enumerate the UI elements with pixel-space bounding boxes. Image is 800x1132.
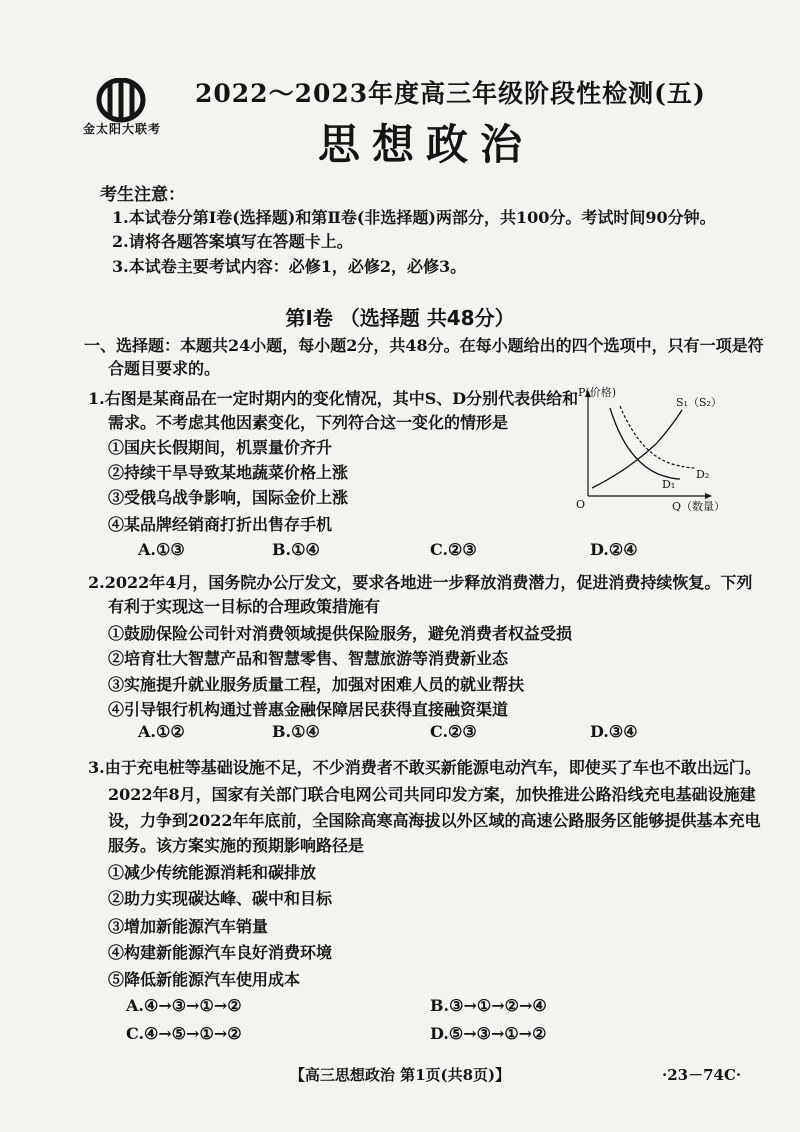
q2-option-b: B.①④: [272, 722, 320, 741]
q3-option-c: C.④→⑤→①→②: [126, 1024, 242, 1043]
q2-item: ①鼓励保险公司针对消费领域提供保险服务，避免消费者权益受损: [108, 624, 573, 643]
q3-option-d: D.⑤→③→①→②: [430, 1024, 547, 1043]
q2-item: ③实施提升就业服务质量工程，加强对困难人员的就业帮扶: [108, 675, 525, 694]
q2-item: ④引导银行机构通过普惠金融保障居民获得直接融资渠道: [108, 700, 509, 719]
q3-item: ②助力实现碳达峰、碳中和目标: [108, 889, 333, 908]
q3-item: ③增加新能源汽车销量: [108, 917, 269, 936]
q2-stem: 有利于实现这一目标的合理政策措施有: [108, 597, 381, 616]
d1-label: D₁: [662, 478, 676, 491]
q2-option-d: D.③④: [590, 722, 638, 741]
d2-label: D₂: [696, 468, 710, 481]
q1-item: ③受俄乌战争影响，国际金价上涨: [108, 488, 349, 507]
notice-item: 2.请将各题答案填写在答题卡上。: [112, 232, 353, 251]
q3-stem: 3.由于充电桩等基础设施不足，不少消费者不敢买新能源电动汽车，即使买了车也不敢出远门。: [88, 758, 761, 777]
q3-stem: 设，力争到2022年年底前，全国除高寒高海拔以外区域的高速公路服务区能够提供基本充电: [108, 811, 761, 830]
q1-item: ①国庆长假期间，机票量价齐升: [108, 438, 333, 457]
x-axis-arrow: [705, 493, 712, 499]
q1-item: ②持续干旱导致某地蔬菜价格上涨: [108, 463, 349, 482]
subject-title: 思想政治: [318, 120, 535, 169]
q1-option-b: B.①④: [272, 540, 320, 559]
publisher-name: 金太阳大联考: [82, 122, 161, 136]
y-axis-label: P(价格): [578, 386, 616, 399]
q1-option-d: D.②④: [590, 540, 638, 559]
notice-heading: 考生注意：: [100, 185, 185, 205]
supply-label: S₁（S₂）: [676, 396, 722, 409]
q2-stem: 2.2022年4月，国务院办公厅发文，要求各地进一步释放消费潜力，促进消费持续恢复。下列: [88, 573, 753, 592]
demand-curve-d2: [620, 406, 696, 468]
notice-item: 1.本试卷分第Ⅰ卷(选择题)和第Ⅱ卷(非选择题)两部分，共100分。考试时间90分钟。: [112, 208, 716, 227]
section-title: 第Ⅰ卷 （选择题 共48分）: [285, 306, 515, 330]
x-axis-label: Q（数量）: [672, 500, 726, 513]
notice-item: 3.本试卷主要考试内容：必修1，必修2，必修3。: [112, 257, 467, 276]
q3-item: ④构建新能源汽车良好消费环境: [108, 943, 333, 962]
section-instruction: 合题目要求的。: [108, 359, 221, 378]
section-instruction: 一、选择题：本题共24小题，每小题2分，共48分。在每小题给出的四个选项中，只有一项是符: [84, 336, 764, 355]
q3-stem: 服务。该方案实施的预期影响路径是: [108, 836, 365, 855]
paper-code: ·23－74C·: [662, 1066, 742, 1084]
q1-option-c: C.②③: [430, 540, 477, 559]
q1-option-a: A.①③: [138, 540, 185, 559]
q3-item: ①减少传统能源消耗和碳排放: [108, 863, 317, 882]
q3-item: ⑤降低新能源汽车使用成本: [108, 970, 301, 989]
q3-stem: 2022年8月，国家有关部门联合电网公司共同印发方案，加快推进公路沿线充电基础设施建: [108, 785, 756, 804]
q2-item: ②培育壮大智慧产品和智慧零售、智慧旅游等消费新业态: [108, 649, 509, 668]
page-footer: 【高三思想政治 第1页(共8页)】: [289, 1066, 511, 1084]
q3-option-b: B.③→①→②→④: [430, 996, 547, 1015]
q2-option-a: A.①②: [138, 722, 185, 741]
supply-curve: [592, 410, 682, 488]
exam-title: 2022～2023年度高三年级阶段性检测(五): [195, 79, 706, 108]
origin-label: O: [576, 498, 586, 511]
demand-curve-d1: [610, 408, 680, 479]
q1-item: ④某品牌经销商打折出售存手机: [108, 515, 333, 534]
q2-option-c: C.②③: [430, 722, 477, 741]
q1-stem: 需求。不考虑其他因素变化，下列符合这一变化的情形是: [108, 413, 509, 432]
supply-demand-diagram: [568, 384, 728, 514]
q3-option-a: A.④→③→①→②: [126, 996, 242, 1015]
q1-stem: 1.右图是某商品在一定时期内的变化情况，其中S、D分别代表供给和: [88, 389, 579, 408]
